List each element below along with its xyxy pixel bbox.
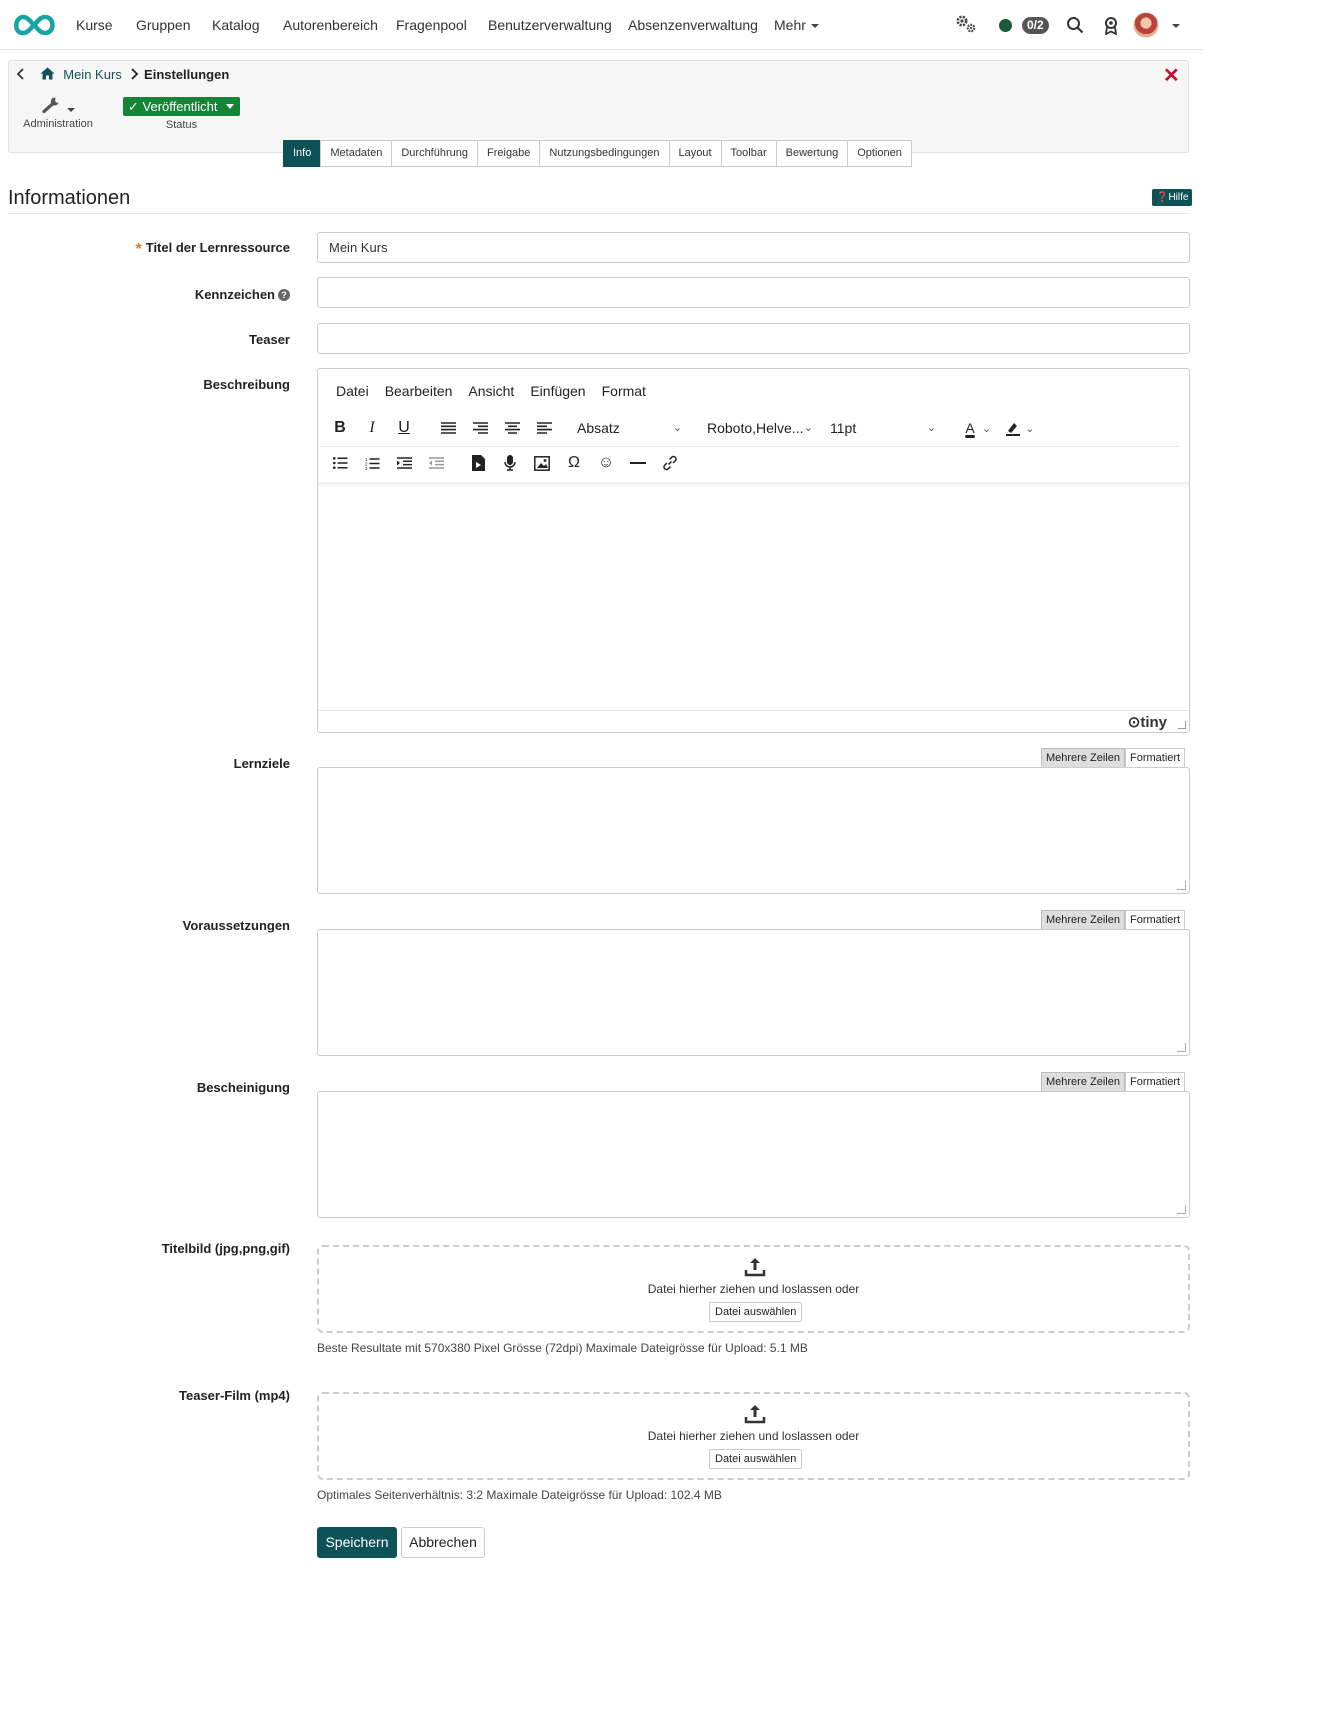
- link-icon[interactable]: [658, 451, 682, 475]
- kennzeichen-input[interactable]: [317, 277, 1190, 308]
- resize-handle-icon[interactable]: [1177, 881, 1186, 890]
- mode-formatted-button[interactable]: Formatiert: [1125, 1072, 1185, 1092]
- font-size-select[interactable]: [824, 415, 942, 441]
- font-size-value: 11pt: [830, 420, 857, 436]
- text-color-icon[interactable]: A: [965, 420, 975, 436]
- search-icon[interactable]: [1066, 16, 1084, 34]
- help-icon: ❓: [1156, 192, 1169, 203]
- tiny-brand-logo[interactable]: [1128, 713, 1167, 731]
- outdent-icon[interactable]: [424, 451, 448, 475]
- status-value: Veröffentlicht: [142, 99, 218, 114]
- breadcrumb-course-link[interactable]: Mein Kurs: [63, 67, 122, 82]
- lernziele-field-label: Lernziele: [233, 756, 290, 771]
- nav-autorenbereich[interactable]: Autorenbereich: [283, 17, 378, 33]
- mode-multiline-button[interactable]: Mehrere Zeilen: [1041, 910, 1125, 930]
- tab-toolbar[interactable]: Toolbar: [721, 140, 777, 167]
- settings-tabs: [284, 140, 912, 167]
- tab-bewertung[interactable]: Bewertung: [776, 140, 849, 167]
- block-format-value: Absatz: [577, 420, 620, 436]
- titelbild-hint: Beste Resultate mit 570x380 Pixel Grösse (72dpi) Maximale Dateigrösse für Upload: 5.1 MB: [317, 1341, 808, 1355]
- home-icon[interactable]: [40, 67, 55, 80]
- administration-label: Administration: [23, 118, 93, 130]
- voraussetzungen-field-label: Voraussetzungen: [182, 918, 290, 933]
- title-input[interactable]: Mein Kurs: [317, 232, 1190, 263]
- upload-icon: [744, 1403, 766, 1425]
- teaserfilm-field-label: Teaser-Film (mp4): [178, 1388, 290, 1403]
- tab-info[interactable]: Info: [283, 140, 321, 167]
- voraussetzungen-textarea[interactable]: [317, 929, 1190, 1056]
- align-center-icon[interactable]: [500, 416, 524, 440]
- teaser-field-label: Teaser: [249, 332, 290, 347]
- choose-file-button[interactable]: Datei auswählen: [709, 1449, 802, 1469]
- chevron-down-icon: ⌄: [672, 422, 682, 434]
- bescheinigung-textarea[interactable]: [317, 1091, 1190, 1218]
- badge-award-icon[interactable]: [1103, 16, 1119, 35]
- block-format-select[interactable]: [571, 415, 688, 441]
- resize-handle-icon[interactable]: [1177, 1205, 1186, 1214]
- check-icon: ✓: [128, 99, 139, 114]
- title-field-label: [136, 240, 291, 259]
- tab-metadaten[interactable]: Metadaten: [320, 140, 392, 167]
- openolat-logo-icon[interactable]: [10, 12, 58, 38]
- tab-nutzungsbedingungen[interactable]: Nutzungsbedingungen: [539, 140, 669, 167]
- editor-menu-datei[interactable]: Datei: [336, 383, 369, 399]
- user-avatar[interactable]: [1133, 12, 1159, 38]
- microphone-icon[interactable]: [498, 451, 522, 475]
- beschreibung-field-label: Beschreibung: [203, 377, 290, 392]
- resize-handle-icon[interactable]: [1177, 1043, 1186, 1052]
- online-status-icon[interactable]: [999, 19, 1012, 32]
- close-icon[interactable]: ✕: [1163, 65, 1180, 87]
- align-left-icon[interactable]: [532, 416, 556, 440]
- bescheinigung-mode-toggle: [1041, 1072, 1185, 1092]
- resize-handle-icon[interactable]: [1178, 721, 1186, 729]
- kennzeichen-field-label: [195, 287, 290, 302]
- nav-katalog[interactable]: Katalog: [212, 17, 260, 33]
- mode-multiline-button[interactable]: Mehrere Zeilen: [1041, 748, 1125, 768]
- special-character-icon[interactable]: Ω: [568, 454, 580, 471]
- wrench-icon: [41, 96, 61, 114]
- bold-icon[interactable]: B: [334, 419, 346, 436]
- tab-optionen[interactable]: Optionen: [847, 140, 912, 167]
- svg-text:3: 3: [364, 465, 368, 470]
- bescheinigung-field-label: Bescheinigung: [196, 1080, 290, 1095]
- help-label: Hilfe: [1168, 192, 1189, 203]
- tab-durchfuehrung[interactable]: Durchführung: [391, 140, 478, 167]
- tiny-brand-text: tiny: [1140, 714, 1167, 731]
- editor-menubar: [336, 383, 646, 399]
- editor-toolbar-row-1: [328, 416, 564, 440]
- rich-text-editor: [317, 368, 1190, 733]
- kennzeichen-label-text: Kennzeichen: [194, 287, 275, 302]
- cancel-button[interactable]: Abbrechen: [401, 1527, 485, 1558]
- chevron-down-icon: ⌄: [926, 422, 936, 434]
- lernziele-textarea[interactable]: [317, 767, 1190, 894]
- editor-color-tools: [958, 416, 1034, 440]
- breadcrumb-separator-icon: [129, 68, 139, 80]
- indent-icon[interactable]: [392, 451, 416, 475]
- chevron-down-icon[interactable]: ⌄: [982, 422, 992, 435]
- page-title: Informationen: [8, 187, 131, 209]
- caret-down-icon: [811, 24, 819, 28]
- horizontal-line-icon[interactable]: [626, 451, 650, 475]
- titelbild-dropzone[interactable]: [317, 1245, 1190, 1333]
- svg-text:1: 1: [364, 456, 368, 462]
- align-right-icon[interactable]: [468, 416, 492, 440]
- teaserfilm-hint: Optimales Seitenverhältnis: 3:2 Maximale Dateigrösse für Upload: 102.4 MB: [317, 1488, 722, 1502]
- teaserfilm-dropzone[interactable]: [317, 1392, 1190, 1480]
- title-label-text: Titel der Lernressource: [145, 240, 290, 255]
- titelbild-field-label: Titelbild (jpg,png,gif): [161, 1241, 290, 1256]
- bullet-list-icon[interactable]: [328, 451, 352, 475]
- help-button[interactable]: [1152, 189, 1192, 206]
- editor-menu-einfuegen[interactable]: Einfügen: [530, 383, 586, 399]
- font-family-value: Roboto,Helve...: [707, 420, 804, 436]
- dropzone-text: Datei hierher ziehen und loslassen oder: [647, 1282, 860, 1296]
- nav-fragenpool[interactable]: Fragenpool: [396, 17, 467, 33]
- editor-menu-bearbeiten[interactable]: Bearbeiten: [384, 383, 453, 399]
- font-family-select[interactable]: [701, 415, 819, 441]
- nav-benutzerverwaltung[interactable]: Benutzerverwaltung: [488, 17, 612, 33]
- editor-menu-format[interactable]: Format: [601, 383, 646, 399]
- nav-kurse[interactable]: Kurse: [76, 17, 113, 33]
- status-label: Status: [165, 119, 198, 131]
- teaser-input[interactable]: [317, 323, 1190, 354]
- svg-text:2: 2: [364, 461, 368, 466]
- tiny-logo-icon: ⊙: [1127, 714, 1141, 731]
- mode-formatted-button[interactable]: Formatiert: [1125, 910, 1185, 930]
- tab-layout[interactable]: Layout: [669, 140, 722, 167]
- toolbar-shadow: [318, 482, 1189, 488]
- choose-file-button[interactable]: Datei auswählen: [709, 1302, 802, 1322]
- media-file-icon[interactable]: [466, 451, 490, 475]
- question-icon[interactable]: ?: [278, 289, 290, 301]
- gears-icon[interactable]: [955, 14, 977, 34]
- lernziele-mode-toggle: [1041, 748, 1185, 768]
- online-count-badge[interactable]: 0/2: [1022, 17, 1049, 34]
- administration-dropdown[interactable]: [20, 96, 96, 117]
- caret-down-icon: [67, 108, 75, 112]
- nav-gruppen[interactable]: Gruppen: [136, 17, 191, 33]
- voraussetzungen-mode-toggle: [1041, 910, 1185, 930]
- editor-toolbar-row-2: [328, 451, 690, 475]
- numbered-list-icon[interactable]: [360, 451, 384, 475]
- divider: [8, 213, 1190, 214]
- breadcrumb: [16, 67, 229, 82]
- top-navigation: [0, 0, 1203, 50]
- underline-icon[interactable]: U: [398, 419, 410, 436]
- breadcrumb-current: Einstellungen: [144, 67, 230, 82]
- mode-multiline-button[interactable]: Mehrere Zeilen: [1041, 1072, 1125, 1092]
- highlight-color-icon[interactable]: [1001, 416, 1025, 440]
- save-button[interactable]: Speichern: [317, 1527, 397, 1558]
- italic-icon[interactable]: I: [369, 419, 375, 436]
- upload-icon: [744, 1256, 766, 1278]
- status-dropdown-button[interactable]: [123, 97, 240, 116]
- editor-content-area[interactable]: [318, 489, 1189, 709]
- nav-mehr-dropdown[interactable]: [774, 17, 819, 33]
- editor-menu-ansicht[interactable]: Ansicht: [468, 383, 515, 399]
- divider: [320, 446, 1180, 447]
- emoji-icon[interactable]: ☺: [597, 454, 615, 471]
- editor-statusbar: [318, 710, 1189, 732]
- chevron-down-icon[interactable]: ⌄: [1025, 422, 1035, 435]
- nav-absenzenverwaltung[interactable]: Absenzenverwaltung: [628, 17, 758, 33]
- tab-freigabe[interactable]: Freigabe: [477, 140, 540, 167]
- nav-mehr-label: Mehr: [774, 17, 806, 33]
- mode-formatted-button[interactable]: Formatiert: [1125, 748, 1185, 768]
- user-menu-caret-icon[interactable]: [1172, 24, 1180, 28]
- image-icon[interactable]: [530, 451, 554, 475]
- required-asterisk-icon: *: [135, 241, 142, 258]
- dropzone-text: Datei hierher ziehen und loslassen oder: [647, 1429, 860, 1443]
- back-chevron-icon[interactable]: [16, 68, 26, 80]
- caret-down-icon: [226, 104, 234, 109]
- chevron-down-icon: ⌄: [803, 422, 813, 434]
- align-justify-icon[interactable]: [436, 416, 460, 440]
